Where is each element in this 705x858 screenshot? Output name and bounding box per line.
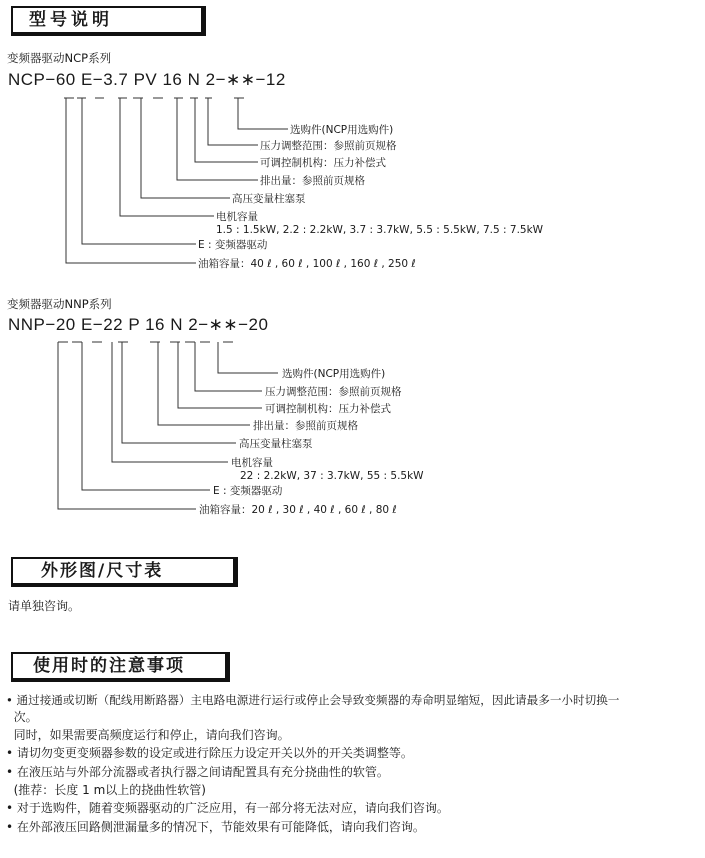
note-line: • 在液压站与外部分流器或者执行器之间请配置具有充分挠曲性的软管。 — [6, 765, 389, 779]
note-line: (推荐：长度 1 m以上的挠曲性软管) — [6, 783, 206, 797]
nnp-leader-motor — [112, 342, 228, 462]
note-line: • 在外部液压回路侧泄漏量多的情况下，节能效果有可能降低，请向我们咨询。 — [6, 820, 425, 834]
section-title: 外形图/尺寸表 — [41, 561, 164, 581]
nnp-label-pump: 高压变量柱塞泵 — [239, 438, 313, 450]
ncp-label-control: 可调控制机构：压力补偿式 — [260, 157, 386, 169]
ncp-label-tank: 油箱容量：40 ℓ , 60 ℓ , 100 ℓ , 160 ℓ , 250 ℓ — [198, 258, 416, 270]
ncp-model-code: NCP−60 E−3.7 PV 16 N 2−∗∗−12 — [8, 70, 286, 89]
section-title: 型号说明 — [29, 10, 113, 30]
ncp-leader-pump — [141, 98, 230, 198]
nnp-label-tank: 油箱容量：20 ℓ , 30 ℓ , 40 ℓ , 60 ℓ , 80 ℓ — [199, 504, 397, 516]
ncp-leader-drive — [82, 98, 196, 244]
ncp-leader-flow — [177, 98, 258, 180]
nnp-leader-option — [218, 342, 278, 373]
note-line: • 对于选购件，随着变频器驱动的广泛应用，有一部分将无法对应，请向我们咨询。 — [6, 801, 449, 815]
nnp-leader-drive — [82, 342, 210, 490]
ncp-label-motor-values: 1.5 : 1.5kW, 2.2 : 2.2kW, 3.7 : 3.7kW, 5.5 : 5.5kW, 7.5 : 7.5kW — [216, 224, 544, 236]
nnp-label-flow: 排出量：参照前页规格 — [253, 420, 358, 432]
nnp-leader-flow — [158, 342, 250, 425]
dimensions-text: 请单独咨询。 — [8, 599, 81, 613]
ncp-leader-control — [195, 98, 258, 162]
ncp-series-title: 变频器驱动NCP系列 — [7, 51, 112, 65]
ncp-label-pressure: 压力调整范围：参照前页规格 — [260, 140, 397, 152]
nnp-label-motor: 电机容量 — [231, 457, 273, 469]
ncp-label-flow: 排出量：参照前页规格 — [260, 175, 365, 187]
nnp-leader-control — [178, 342, 262, 408]
section-header-notes — [11, 652, 230, 682]
nnp-leader-pump — [122, 342, 236, 443]
ncp-leader-option — [238, 98, 288, 129]
section-header-dimensions — [11, 557, 238, 587]
note-line: 次。 — [6, 710, 38, 724]
nnp-series-title: 变频器驱动NNP系列 — [7, 297, 112, 311]
note-line: 同时，如果需要高频度运行和停止，请向我们咨询。 — [6, 728, 290, 742]
note-line: • 通过接通或切断（配线用断路器）主电路电源进行运行或停止会导致变频器的寿命明显缩短，因此请最多一小时切换一 — [6, 693, 620, 707]
section-title: 使用时的注意事项 — [33, 656, 185, 676]
nnp-label-motor-values: 22 : 2.2kW, 37 : 3.7kW, 55 : 5.5kW — [240, 470, 424, 482]
nnp-model-code: NNP−20 E−22 P 16 N 2−∗∗−20 — [8, 315, 269, 334]
nnp-leader-pressure — [195, 342, 262, 391]
ncp-leader-pressure — [208, 98, 258, 145]
ncp-label-pump: 高压变量柱塞泵 — [232, 193, 306, 205]
ncp-label-drive: E : 变频器驱动 — [198, 239, 268, 251]
ncp-label-motor: 电机容量 — [216, 211, 258, 223]
ncp-label-option: 选购件(NCP用选购件) — [290, 124, 394, 136]
nnp-label-drive: E : 变频器驱动 — [213, 485, 283, 497]
nnp-label-pressure: 压力调整范围：参照前页规格 — [265, 386, 402, 398]
nnp-label-option: 选购件(NCP用选购件) — [282, 368, 386, 380]
nnp-label-control: 可调控制机构：压力补偿式 — [265, 403, 391, 415]
note-line: • 请切勿变更变频器参数的设定或进行除压力设定开关以外的开关类调整等。 — [6, 746, 413, 760]
